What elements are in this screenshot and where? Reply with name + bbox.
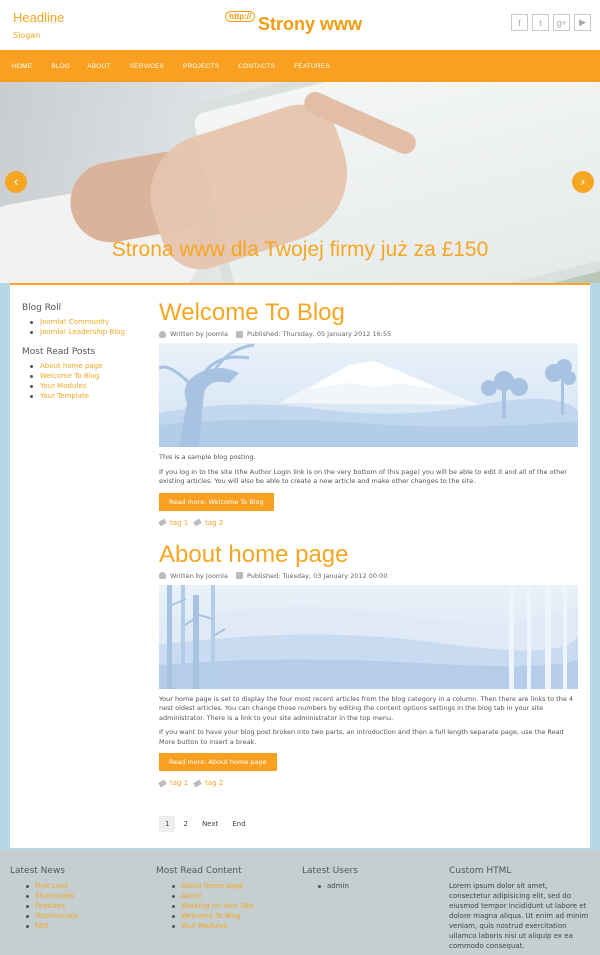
blog-article: [159, 541, 579, 788]
site-header: [0, 0, 600, 50]
article-published: Published: Thursday, 05 January 2012 16:55: [246, 330, 392, 338]
article-body: If you log in to the site (the Author Login link is on the very bottom of this page) you will be able to edit it and all of the other existing articles. You will also be able to create a new article and make other changes to the site.: [159, 467, 567, 485]
most-read-content-link[interactable]: About: [172, 891, 253, 901]
blog-article: [159, 299, 579, 527]
latest-users-module: [302, 866, 358, 891]
user-icon: [159, 572, 166, 579]
most-read-content-link[interactable]: Welcome To Blog: [172, 911, 253, 921]
latest-news-link[interactable]: Features: [26, 901, 78, 911]
latest-news-title: Latest News: [10, 866, 65, 876]
article-author: Written by Joomla: [170, 571, 228, 580]
main-nav: [0, 50, 600, 82]
article-title[interactable]: Welcome To Blog: [159, 299, 345, 326]
article-published: Published: Tuesday, 03 January 2012 00:00: [246, 571, 388, 580]
tag-link[interactable]: tag 2: [205, 779, 224, 787]
social-links: [511, 14, 591, 31]
sidebar: [22, 303, 152, 401]
page-end-link[interactable]: End: [232, 820, 246, 828]
article-intro: Your home page is set to display the four most recent articles from the blog category in a column. Then there are links to the 4 nest oldest articles. You can change those numbers by editing the content options settings in the blog tab in your site administrator. There is a link to your site administrator in the top menu.: [159, 694, 574, 722]
most-read-content-title: Most Read Content: [156, 866, 242, 876]
most-read-content-link[interactable]: Working on Your Site: [172, 901, 253, 911]
nav-item-projects[interactable]: PROJECTS: [182, 62, 220, 70]
article-title[interactable]: About home page: [159, 540, 349, 568]
calendar-icon: [236, 572, 243, 579]
article-image-mountain: [159, 343, 578, 447]
article-meta: [159, 571, 579, 581]
page-link-1[interactable]: 1: [159, 816, 175, 832]
logo-text: Strony www: [258, 14, 363, 34]
latest-news-link[interactable]: First Look: [26, 881, 78, 891]
slider-next-arrow-icon[interactable]: ›: [572, 171, 594, 193]
user-icon: [159, 331, 166, 338]
most-read-posts-list: [22, 361, 152, 401]
blog-content: [159, 299, 579, 787]
logo-http-badge: http://: [225, 11, 255, 22]
most-read-posts-title: Most Read Posts: [22, 347, 96, 357]
site-logo[interactable]: [225, 11, 395, 39]
facebook-icon[interactable]: f: [511, 14, 528, 31]
custom-html-title: Custom HTML: [449, 866, 512, 876]
site-slogan: Slogan: [13, 31, 41, 40]
most-read-post-link[interactable]: Your Modules: [30, 381, 152, 391]
page-link-2[interactable]: 2: [183, 820, 188, 828]
blog-roll-link[interactable]: Joomla! Leadership Blog: [30, 327, 152, 337]
blog-roll-link[interactable]: Joomla! Community: [30, 317, 152, 327]
tag-link[interactable]: tag 1: [170, 779, 189, 787]
most-read-post-link[interactable]: Welcome To Blog: [30, 371, 152, 381]
article-image-bamboo: [159, 585, 578, 689]
latest-news-module: [10, 866, 78, 931]
most-read-content-link[interactable]: Your Modules: [172, 921, 253, 931]
most-read-post-link[interactable]: Your Template: [30, 391, 152, 401]
tag-icon: [193, 519, 202, 527]
tag-icon: [158, 519, 167, 527]
latest-news-link[interactable]: Testimonials: [26, 911, 78, 921]
most-read-content-list: [156, 881, 253, 931]
tag-link[interactable]: tag 1: [170, 518, 189, 527]
tag-link[interactable]: tag 2: [205, 518, 224, 527]
blog-roll-list: [22, 317, 152, 337]
nav-item-about[interactable]: ABOUT: [87, 62, 111, 70]
tag-icon: [158, 779, 167, 787]
most-read-content-link[interactable]: About home page: [172, 881, 253, 891]
nav-item-home[interactable]: HOME: [12, 62, 33, 70]
blog-roll-title: Blog Roll: [22, 303, 62, 313]
article-intro: This is a sample blog posting.: [159, 453, 256, 461]
read-more-button[interactable]: Read more: Welcome To Blog: [159, 493, 274, 511]
latest-users-list: [302, 881, 358, 891]
article-body: If you want to have your blog post broken into two parts, an introduction and then a full length separate page, use the Read More button to insert a break.: [159, 728, 564, 746]
most-read-post-link[interactable]: About home page: [30, 361, 152, 371]
article-author: Written by Joomla: [170, 330, 228, 338]
site-footer: [0, 850, 600, 955]
nav-item-blog[interactable]: BLOG: [51, 62, 71, 70]
latest-news-link[interactable]: Shortcodes: [26, 891, 78, 901]
custom-html-text: Lorem ipsum dolor sit amet, consectetur adipisicing elit, sed do eiusmod tempor incididunt ut labore et dolore magna aliqua. Ut enim ad minim veniam, quis nostrud exercitation ullamco laboris nisi ut aliquip ex ea commodo consequat.: [449, 882, 589, 950]
pagination: [159, 816, 252, 832]
latest-user-item: admin: [318, 881, 358, 891]
nav-item-features[interactable]: FEATURES: [294, 62, 330, 70]
nav-item-services[interactable]: SERVICES: [129, 62, 164, 70]
main-panel: [10, 283, 590, 848]
latest-news-list: [10, 881, 78, 931]
article-meta: [159, 329, 579, 339]
bamboo-landscape-image: [159, 585, 578, 689]
page-next-link[interactable]: Next: [201, 820, 219, 828]
mountain-landscape-image: [159, 343, 578, 447]
twitter-icon[interactable]: t: [532, 14, 549, 31]
article-tags: [159, 779, 579, 787]
latest-users-title: Latest Users: [302, 866, 358, 876]
latest-news-link[interactable]: FAQ: [26, 921, 78, 931]
custom-html-module: [449, 866, 591, 951]
site-headline[interactable]: Headline: [13, 10, 65, 25]
youtube-icon[interactable]: ▶: [574, 14, 591, 31]
slider-prev-arrow-icon[interactable]: ‹: [5, 171, 27, 193]
calendar-icon: [236, 331, 243, 338]
most-read-content-module: [156, 866, 253, 931]
slider-caption: Strona www dla Twojej firmy już za £150: [111, 238, 489, 261]
article-tags: [159, 519, 579, 527]
tag-icon: [193, 779, 202, 787]
google-plus-icon[interactable]: g+: [553, 14, 570, 31]
nav-item-contacts[interactable]: CONTACTS: [238, 62, 276, 70]
read-more-button[interactable]: Read more: About home page: [159, 753, 277, 771]
